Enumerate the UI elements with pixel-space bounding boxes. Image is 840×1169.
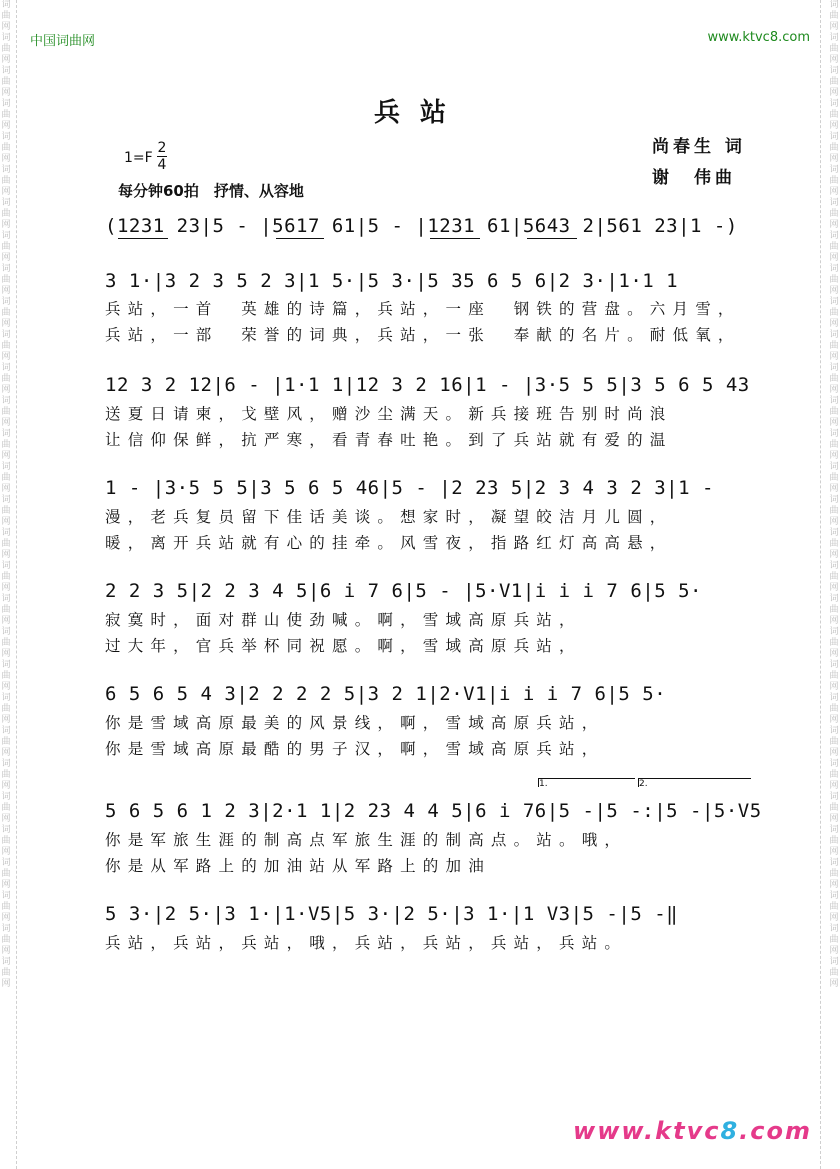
- lyric-verse-2: 兵站，一部 荣誉的词典，兵站，一张 奉献的名片。耐低氧，: [105, 326, 741, 344]
- lyric-verse-1: 寂寞时，面对群山使劲喊。啊，雪域高原兵站，: [105, 611, 582, 629]
- left-margin-line: [16, 0, 17, 1169]
- lyric-verse-1: 兵站，一首 英雄的诗篇，兵站，一座 钢铁的营盘。六月雪，: [105, 300, 741, 318]
- logo-text-c: .com: [739, 1117, 812, 1145]
- right-watermark: 词曲网词曲网词曲网词曲网词曲网词曲网词曲网词曲网词曲网词曲网词曲网词曲网词曲网词曲网词曲网词曲网词曲网词曲网词曲网词曲网词曲网词曲网词曲网词曲网词曲网词曲网词曲网词曲网词曲网词曲网: [829, 0, 839, 989]
- notation-line: 5 3·|2 5·|3 1·|1·V5|5 3·|2 5·|3 1·|1 V3|5 -|5 -‖: [105, 903, 679, 925]
- lyric-verse-1: 兵站，兵站，兵站，哦，兵站，兵站，兵站，兵站。: [105, 934, 628, 952]
- time-signature: [157, 141, 167, 172]
- second-ending-bracket: [638, 778, 751, 787]
- first-ending-bracket: [538, 778, 635, 787]
- composer-credit: 谢 伟曲: [652, 168, 736, 188]
- beam-line: [276, 238, 324, 239]
- beam-line: [118, 238, 168, 239]
- notation-line: 3 1·|3 2 3 5 2 3|1 5·|5 3·|5 35 6 5 6|2 3·|1·1 1: [105, 270, 679, 292]
- first-ending-label: 1.: [539, 779, 548, 789]
- notation-line: 5 6 5 6 1 2 3|2·1 1|2 23 4 4 5|6 i 76|5 -|5 -:|5 -|5·V5: [105, 800, 762, 822]
- beam-line: [527, 238, 577, 239]
- lyric-verse-2: 让信仰保鲜，抗严寒，看青春吐艳。到了兵站就有爱的温: [105, 431, 673, 449]
- time-numerator: 2: [157, 140, 167, 156]
- lyric-verse-2: 暖，离开兵站就有心的挂牵。风雪夜，指路红灯高高悬，: [105, 534, 673, 552]
- song-title: 兵站: [373, 98, 466, 128]
- notation-line: 2 2 3 5|2 2 3 4 5|6 i 7 6|5 - |5·V1|i i i 7 6|5 5·: [105, 580, 702, 602]
- left-watermark: 词曲网词曲网词曲网词曲网词曲网词曲网词曲网词曲网词曲网词曲网词曲网词曲网词曲网词曲网词曲网词曲网词曲网词曲网词曲网词曲网词曲网词曲网词曲网词曲网词曲网词曲网词曲网词曲网词曲网词曲网: [1, 0, 11, 989]
- site-url-link[interactable]: www.ktvc8.com: [707, 30, 810, 45]
- lyricist-credit: 尚春生 词: [652, 137, 746, 157]
- notation-line: 1 - |3·5 5 5|3 5 6 5 46|5 - |2 23 5|2 3 4 3 2 3|1 -: [105, 477, 714, 499]
- lyric-verse-2: 你是雪域高原最酷的男子汉，啊，雪域高原兵站，: [105, 740, 605, 758]
- second-ending-label: 2.: [639, 779, 648, 789]
- lyric-verse-1: 你是雪域高原最美的风景线，啊，雪域高原兵站，: [105, 714, 605, 732]
- notation-line: 12 3 2 12|6 - |1·1 1|12 3 2 16|1 - |3·5 5 5|3 5 6 5 43: [105, 374, 750, 396]
- time-denominator: 4: [157, 157, 167, 173]
- lyric-verse-2: 过大年，官兵举杯同祝愿。啊，雪域高原兵站，: [105, 637, 582, 655]
- lyric-verse-1: 送夏日请柬，戈壁风，赠沙尘满天。新兵接班告别时尚浪: [105, 405, 673, 423]
- lyric-verse-1: 漫，老兵复员留下佳话美谈。想家时，凝望皎洁月儿圆，: [105, 508, 673, 526]
- beam-line: [430, 238, 480, 239]
- notation-line: 6 5 6 5 4 3|2 2 2 2 5|3 2 1|2·V1|i i i 7 6|5 5·: [105, 683, 667, 705]
- site-name-link[interactable]: 中国词曲网: [30, 34, 96, 49]
- right-margin-line: [820, 0, 821, 1169]
- site-logo[interactable]: [573, 1117, 812, 1145]
- logo-text-b: 8: [720, 1117, 740, 1145]
- tempo-marking: 每分钟60拍 抒情、从容地: [118, 182, 304, 200]
- notation-line: (1231 23|5 - |5617 61|5 - |1231 61|5643 2|561 23|1 -): [105, 215, 738, 237]
- key-signature: 1=F: [124, 150, 153, 166]
- lyric-verse-1: 你是军旅生涯的制高点军旅生涯的制高点。站。哦，: [105, 831, 628, 849]
- logo-text-a: www.ktvc: [573, 1117, 721, 1145]
- lyric-verse-2: 你是从军路上的加油站从军路上的加油: [105, 857, 491, 875]
